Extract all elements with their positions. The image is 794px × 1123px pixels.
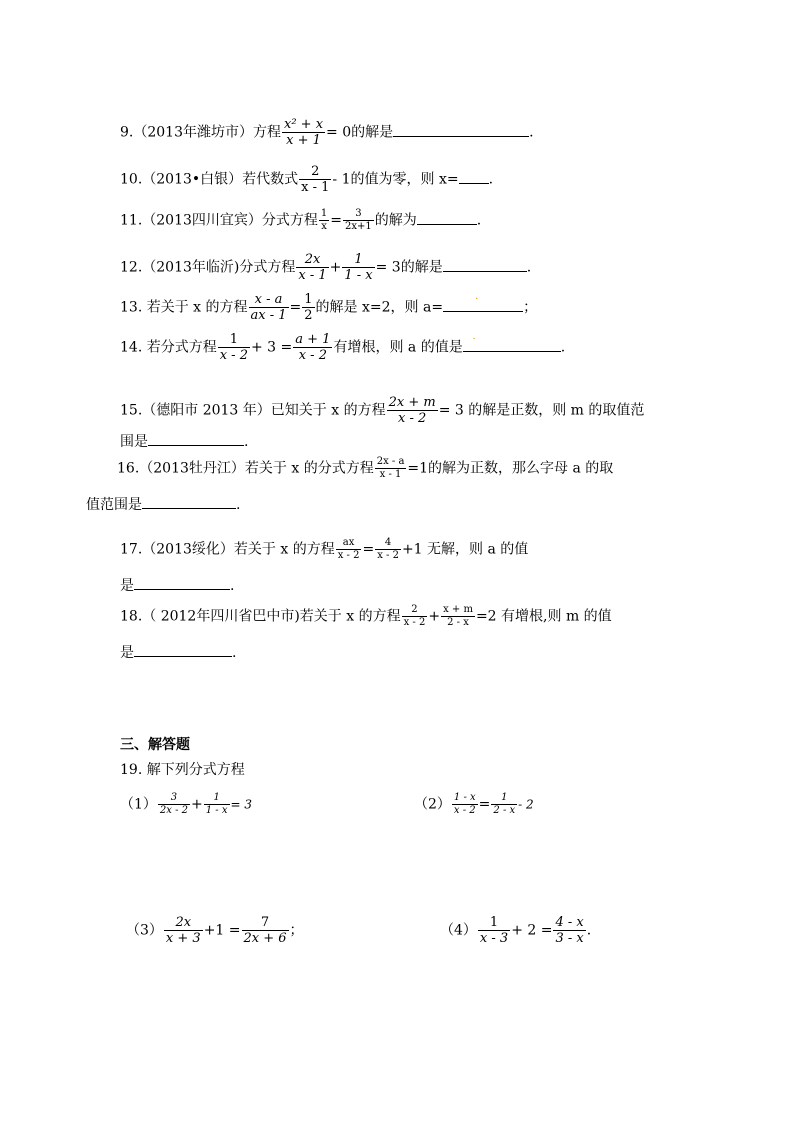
question-9: 9.（2013年潍坊市）方程 $\frac{\text{x² + x}}{x + 1}$ = 0的解是 . [120, 117, 534, 148]
q18-answer-blank[interactable] [134, 642, 232, 657]
q14-answer-blank[interactable]: · [463, 337, 561, 352]
question-16-line2: 值范围是 . [86, 494, 240, 515]
q17-answer-blank[interactable] [134, 575, 230, 590]
question-11: 11.（2013四川宜宾）分式方程 $\frac{1}{x}$ = $\frac{3}{2x+1}$ 的解为 . [120, 208, 482, 232]
q9-text: 9.（2013年潍坊市）方程 [120, 124, 281, 141]
question-18: 18.（ 2012年四川省巴中市)若关于 x 的方程 $\frac{2}{x - 2}$ + $\frac{x + m}{2 - x}$ =2 有增根,则 m 的值 [120, 604, 612, 628]
q10-answer-blank[interactable] [459, 169, 489, 184]
q15-answer-blank[interactable] [148, 431, 244, 446]
question-15: 15.（德阳市 2013 年）已知关于 x 的方程 $\frac{2x + m}{x - 2}$ = 3 的解是正数，则 m 的取值范 [120, 395, 645, 426]
section-title: 三、解答题 [120, 737, 190, 753]
question-14: 14. 若分式方程 $\frac{1}{x - 2}$ + 3 = $\frac{a + 1}{x - 2}$ 有增根，则 a 的值是 · . [120, 332, 566, 363]
q16-answer-blank[interactable] [142, 494, 236, 509]
question-16: 16.（2013牡丹江）若关于 x 的分式方程 $\frac{2x - a}{x - 1}$ =1的解为正数，那么字母 a 的取 [117, 456, 614, 480]
q11-answer-blank[interactable] [417, 210, 477, 225]
question-15-line2: 围是 . [120, 431, 248, 452]
question-17: 17.（2013绥化）若关于 x 的方程 $\frac{ax}{x - 2}$ = $\frac{4}{x - 2}$ +1 无解，则 a 的值 [120, 537, 529, 561]
q13-answer-blank[interactable]: · [443, 297, 523, 312]
question-19: 19. 解下列分式方程 [120, 762, 245, 778]
question-12: 12.（2013年临沂)分式方程 $\frac{2x}{x - 1}$ + $\frac{1}{1 - x}$ = 3的解是 . [120, 252, 532, 283]
q10-fraction: $\frac{2}{x - 1}$ [301, 164, 330, 195]
problem-4: （4） $\frac{1}{x - 3}$ + 2 = $\frac{4 - x}{3 - x}$ . [440, 915, 592, 946]
question-17-line2: 是 . [120, 575, 234, 596]
problem-3: （3） $\frac{2x}{x + 3}$ +1 = $\frac{7}{2x + 6}$ ； [126, 915, 304, 946]
q9-fraction: $\frac{\text{x² + x}}{x + 1}$ [284, 117, 324, 148]
question-18-line2: 是 . [120, 642, 236, 663]
question-10: 10.（2013•白银）若代数式 $\frac{2}{x - 1}$ - 1的值为零，则 x= . [120, 164, 494, 195]
problem-1: （1） $\frac{3}{2x - 2}$ + $\frac{1}{1 - x}$ = 3 [120, 792, 253, 816]
q9-answer-blank[interactable] [393, 122, 529, 137]
problem-2: （2） $\frac{1 - x}{x - 2}$ = $\frac{1}{2 - x}$ - 2 [414, 792, 534, 816]
question-13: 13. 若关于 x 的方程 $\frac{x - a}{ax - 1}$ = $\frac{1}{2}$ 的解是 x=2，则 a= · ； [120, 292, 538, 323]
q12-answer-blank[interactable] [443, 257, 527, 272]
